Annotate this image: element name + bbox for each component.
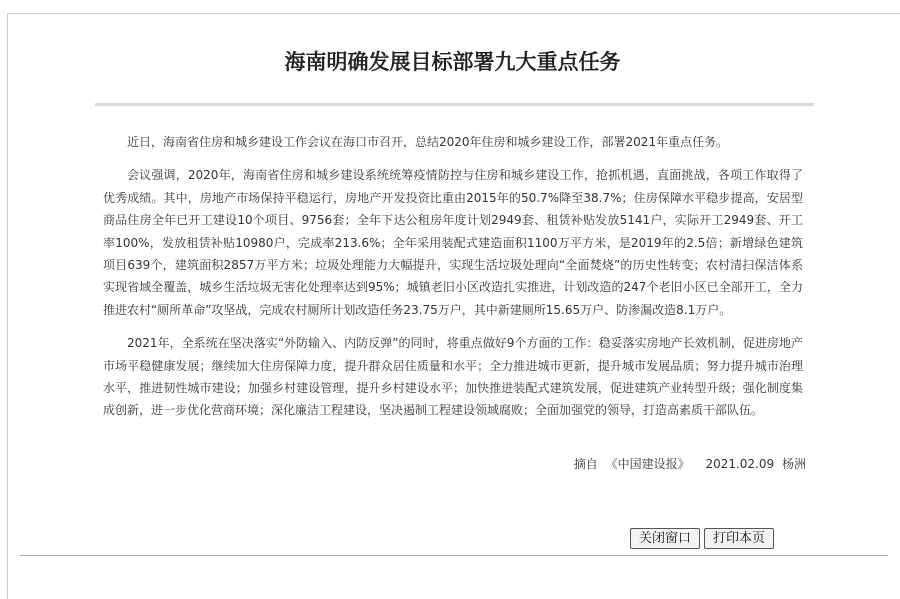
source-publication: 《中国建设报》 <box>605 457 690 471</box>
bottom-divider <box>20 555 888 556</box>
article-source <box>540 453 806 475</box>
close-window-button[interactable]: 关闭窗口 <box>630 528 700 549</box>
paragraph-3: 2021年，全系统在坚决落实“外防输入、内防反弹”的同时，将重点做好9个方面的工作：稳妥落实房地产长效机制，促进房地产市场平稳健康发展；继续加大住房保障力度，提升群众居住质量和水平；全力推进城市更新，提升城市发展品质；努力提升城市治理水平，推进韧性城市建设；加强乡村建设管理，提升乡村建设水平；加快推进装配式建筑发展，促进建筑产业转型升级；强化制度集成创新，进一步优化营商环境；深化廉洁工程建设，坚决遏制工程建设领域腐败；全面加强党的领导，打造高素质干部队伍。 <box>103 336 803 418</box>
source-prefix: 摘自 <box>573 457 598 471</box>
article-body <box>103 131 803 433</box>
source-author: 杨洲 <box>781 457 806 471</box>
article-title: 海南明确发展目标部署九大重点任务 <box>284 50 621 74</box>
paragraph-1: 近日，海南省住房和城乡建设工作会议在海口市召开，总结2020年住房和城乡建设工作，部署2021年重点任务。 <box>127 135 729 149</box>
source-date: 2021.02.09 <box>705 457 775 471</box>
print-page-button[interactable]: 打印本页 <box>704 528 774 549</box>
paragraph-2: 会议强调，2020年，海南省住房和城乡建设系统统筹疫情防控与住房和城乡建设工作，抢抓机遇，直面挑战，各项工作取得了优秀成绩。其中，房地产市场保持平稳运行，房地产开发投资比重由2015年的50.7%降至38.7%；住房保障水平稳步提高，安居型商品住房全年已开工建设10个项目、9756套；全年下达公租房年度计划2949套、租赁补贴发放5141户，实际开工2949套、开工率100%，发放租赁补贴10980户，完成率213.6%；全年采用装配式建造面积1100万平方米，是2019年的2.5倍；新增绿色建筑项目639个，建筑面积2857万平方米；垃圾处理能力大幅提升，实现生活垃圾处理向“全面焚烧”的历史性转变；农村清扫保洁体系实现省域全覆盖，城乡生活垃圾无害化处理率达到95%；城镇老旧小区改造扎实推进，计划改造的247个老旧小区已全部开工，全力推进农村“厕所革命”攻坚战，完成农村厕所计划改造任务23.75万户，其中新建厕所15.65万户、防渗漏改造8.1万户。 <box>103 168 803 317</box>
title-divider <box>95 103 814 106</box>
